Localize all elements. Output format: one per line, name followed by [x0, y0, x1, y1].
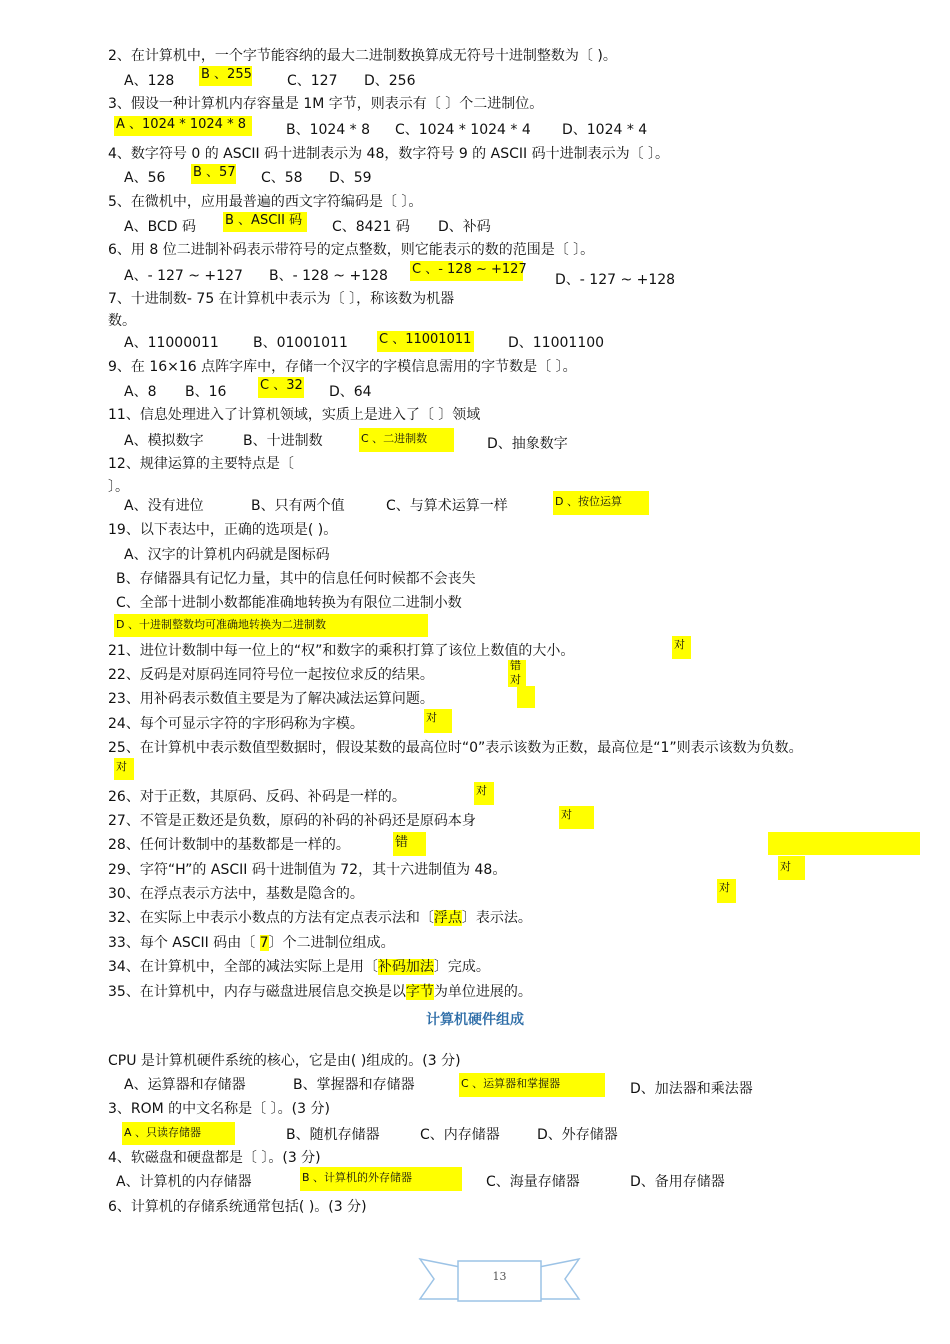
fill-33-suffix: 〕个二进制位组成。 [268, 935, 395, 951]
q9-option-b: B、16 [185, 384, 227, 400]
q4-option-c: C、58 [261, 170, 303, 186]
q2-option-a: A、128 [124, 73, 175, 89]
fill-32-suffix: 〕表示法。 [461, 910, 532, 926]
q12-option-b: B、只有两个值 [251, 498, 345, 514]
hw-question-cpu: CPU 是计算机硬件系统的核心，它是由( )组成的。(3 分) [108, 1053, 461, 1069]
q19-option-a: A、汉字的计算机内码就是图标码 [124, 547, 330, 563]
question-5: 5、在微机中，应用最普遍的西文字符编码是〔 〕。 [108, 194, 423, 210]
hw1-option-b: B、掌握器和存储器 [293, 1077, 415, 1093]
answer-30: 对 [717, 879, 736, 903]
fill-35-answer: 字节 [405, 984, 434, 1000]
fill-33 [108, 934, 395, 952]
fill-34 [108, 958, 490, 976]
question-4: 4、数字符号 0 的 ASCII 码十进制表示为 48，数字符号 9 的 ASCII 码十进制表示为〔 〕。 [108, 146, 670, 162]
q4-option-d: D、59 [329, 170, 372, 186]
q5-option-d: D、补码 [438, 219, 491, 235]
answer-21: 对 [672, 636, 691, 659]
fill-32-answer: 浮点 [433, 910, 462, 926]
answer-25: 对 [114, 758, 134, 780]
question-19: 19、以下表达中，正确的选项是( )。 [108, 522, 338, 538]
statement-28: 28、任何计数制中的基数都是一样的。 [108, 837, 350, 853]
q12-option-c: C、与算术运算一样 [386, 498, 508, 514]
statement-24: 24、每个可显示字符的字形码称为字模。 [108, 716, 364, 732]
q11-option-d: D、抽象数字 [487, 436, 568, 452]
answer-28: 错 [393, 832, 426, 856]
answer-27: 对 [559, 806, 594, 829]
q6-option-d: D、- 127 ~ +128 [555, 272, 676, 288]
statement-21: 21、进位计数制中每一位上的“权”和数字的乘积打算了该位上数值的大小。 [108, 643, 575, 659]
hw2-option-b: B、随机存储器 [286, 1127, 380, 1143]
q9-option-a: A、8 [124, 384, 157, 400]
statement-25: 25、在计算机中表示数值型数据时，假设某数的最高位时“0”表示该数为正数，最高位是“1”则表示该数为负数。 [108, 740, 803, 756]
hw-question-disk: 4、软磁盘和硬盘都是〔 〕。(3 分) [108, 1150, 321, 1166]
fill-35 [108, 983, 532, 1001]
q5-option-b-highlight: B 、ASCII 码 [223, 212, 307, 232]
fill-33-prefix: 33、每个 ASCII 码由〔 [108, 935, 260, 951]
q5-option-c: C、8421 码 [332, 219, 410, 235]
q19-option-d-highlight: D 、十进制整数均可准确地转换为二进制数 [114, 614, 428, 637]
statement-29: 29、字符“H”的 ASCII 码十进制值为 72，其十六进制值为 48。 [108, 862, 507, 878]
fill-35-suffix: 为单位进展的。 [433, 984, 532, 1000]
q6-option-a: A、- 127 ~ +127 [124, 268, 243, 284]
question-7-cont: 数。 [108, 313, 136, 329]
q3-option-d: D、1024 * 4 [562, 122, 648, 138]
hw3-option-b-highlight: B 、计算机的外存储器 [300, 1167, 462, 1191]
q6-option-c-highlight: C 、- 128 ~ +127 [410, 261, 523, 281]
fill-33-answer: 7 [259, 935, 269, 951]
answer-29: 对 [778, 856, 805, 880]
statement-27: 27、不管是正数还是负数，原码的补码的补码还是原码本身 [108, 813, 476, 829]
answer-23: 对 [508, 674, 526, 687]
q5-option-a: A、BCD 码 [124, 219, 196, 235]
question-7: 7、十进制数- 75 在计算机中表示为〔 〕，称该数为机器 [108, 291, 455, 307]
q19-option-c: C、全部十进制小数都能准确地转换为有限位二进制小数 [116, 595, 462, 611]
q19-option-b: B、存储器具有记忆力量，其中的信息任何时候都不会丧失 [116, 571, 476, 587]
answer-26: 对 [474, 782, 494, 805]
hw1-option-a: A、运算器和存储器 [124, 1077, 246, 1093]
hw1-option-c-highlight: C 、运算器和掌握器 [459, 1073, 605, 1097]
answer-24: 对 [424, 709, 452, 733]
fill-34-prefix: 34、在计算机中，全部的减法实际上是用〔 [108, 959, 378, 975]
fill-32 [108, 909, 532, 927]
question-9: 9、在 16×16 点阵字库中，存储一个汉字的字模信息需用的字节数是〔 〕。 [108, 359, 577, 375]
q2-option-b-highlight: B 、255 [199, 66, 252, 86]
fill-35-prefix: 35、在计算机中，内存与磁盘进展信息交换是以 [108, 984, 406, 1000]
hw3-option-a: A、计算机的内存储器 [116, 1174, 252, 1190]
section-title: 计算机硬件组成 [426, 1012, 524, 1028]
hw3-option-d: D、备用存储器 [630, 1174, 725, 1190]
q2-option-d: D、256 [364, 73, 416, 89]
answer-22: 错 [508, 660, 526, 674]
q7-option-a: A、11000011 [124, 335, 219, 351]
q9-option-d: D、64 [329, 384, 372, 400]
q11-option-a: A、模拟数字 [124, 433, 204, 449]
q11-option-b: B、十进制数 [243, 433, 323, 449]
q4-option-a: A、56 [124, 170, 166, 186]
hw2-option-c: C、内存储器 [420, 1127, 500, 1143]
question-6: 6、用 8 位二进制补码表示带符号的定点整数，则它能表示的数的范围是〔 〕。 [108, 242, 595, 258]
hw-question-storage: 6、计算机的存储系统通常包括( )。(3 分) [108, 1199, 367, 1215]
fill-34-suffix: 〕完成。 [433, 959, 490, 975]
statement-30: 30、在浮点表示方法中，基数是隐含的。 [108, 886, 364, 902]
hw-question-rom: 3、ROM 的中文名称是〔 〕。(3 分) [108, 1101, 330, 1117]
answer-highlight-box [768, 832, 920, 855]
q2-option-c: C、127 [287, 73, 338, 89]
hw3-option-c: C、海量存储器 [486, 1174, 580, 1190]
hw2-option-d: D、外存储器 [537, 1127, 618, 1143]
question-2: 2、在计算机中，一个字节能容纳的最大二进制数换算成无符号十进制整数为〔 )。 [108, 48, 617, 64]
q3-option-c: C、1024 * 1024 * 4 [395, 122, 531, 138]
statement-26: 26、对于正数，其原码、反码、补码是一样的。 [108, 789, 406, 805]
q3-option-b: B、1024 * 8 [286, 122, 371, 138]
hw2-option-a-highlight: A 、只读存储器 [122, 1122, 235, 1145]
fill-34-answer: 补码加法 [377, 959, 434, 975]
q3-option-a-highlight: A 、1024 * 1024 * 8 [114, 116, 252, 136]
q11-option-c-highlight: C 、二进制数 [359, 428, 454, 452]
q9-option-c-highlight: C 、32 [258, 377, 304, 398]
fill-32-prefix: 32、在实际上中表示小数点的方法有定点表示法和〔 [108, 910, 434, 926]
question-11: 11、信息处理进入了计算机领域，实质上是进入了〔 〕领域 [108, 407, 481, 423]
statement-23: 23、用补码表示数值主要是为了解决减法运算问题。 [108, 691, 434, 707]
q12-option-d-highlight: D 、按位运算 [553, 491, 649, 515]
statement-22: 22、反码是对原码连同符号位一起按位求反的结果。 [108, 667, 434, 683]
q7-option-b: B、01001011 [253, 335, 348, 351]
question-12: 12、规律运算的主要特点是〔 [108, 456, 294, 472]
question-12-cont: 〕。 [108, 479, 129, 495]
q12-option-a: A、没有进位 [124, 498, 204, 514]
answer-23-highlight-box [517, 686, 535, 708]
page-number: 13 [492, 1270, 507, 1283]
q7-option-d: D、11001100 [508, 335, 605, 351]
page-number-ribbon [418, 1253, 581, 1305]
q7-option-c-highlight: C 、11001011 [377, 331, 474, 352]
q6-option-b: B、- 128 ~ +128 [269, 268, 388, 284]
question-3: 3、假设一种计算机内存容量是 1M 字节，则表示有〔 〕个二进制位。 [108, 96, 544, 112]
q4-option-b-highlight: B 、57 [191, 164, 236, 184]
hw1-option-d: D、加法器和乘法器 [630, 1081, 753, 1097]
